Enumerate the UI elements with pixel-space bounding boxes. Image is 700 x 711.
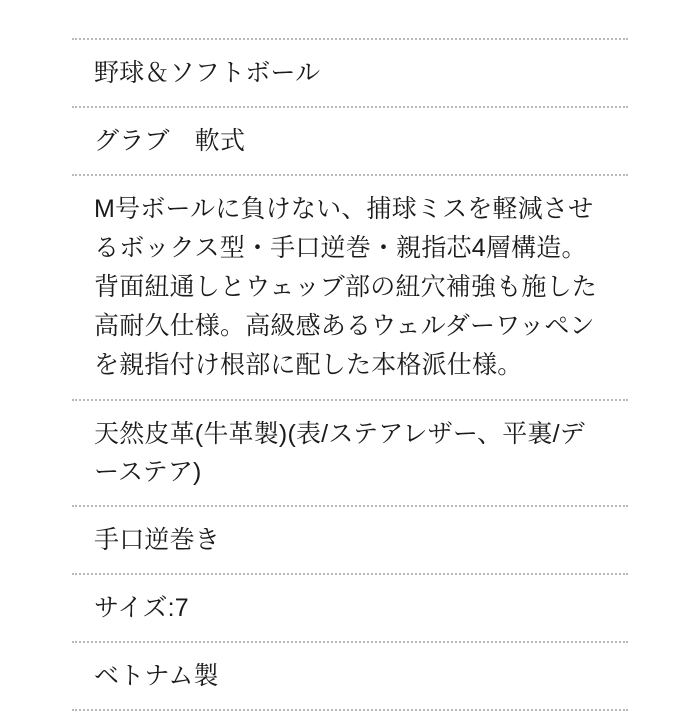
spec-row-item-type (72, 106, 628, 174)
spec-value-feature: 手口逆巻き (94, 526, 221, 554)
spec-row-category (72, 38, 628, 106)
spec-value-description: M号ボールに負けない、捕球ミスを軽減させるボックス型・手口逆巻・親指芯4層構造。背面紐通しとウェッブ部の紐穴補強も施した高耐久仕様。高級感あるウェルダーワッペンを親指付け根部に配した本格派仕様。 (94, 195, 598, 379)
spec-row-material (72, 399, 628, 505)
spec-row-size (72, 573, 628, 641)
spec-value-category: 野球＆ソフトボール (94, 59, 321, 87)
spec-row-feature (72, 505, 628, 573)
spec-value-size: サイズ:7 (94, 594, 189, 622)
spec-row-description (72, 174, 628, 399)
spec-value-origin: ベトナム製 (94, 662, 219, 690)
spec-value-item-type: グラブ 軟式 (94, 127, 246, 155)
specification-table (72, 38, 628, 711)
spec-value-material: 天然皮革(牛革製)(表/ステアレザー、平裏/デーステア) (94, 420, 585, 486)
spec-row-origin (72, 641, 628, 711)
